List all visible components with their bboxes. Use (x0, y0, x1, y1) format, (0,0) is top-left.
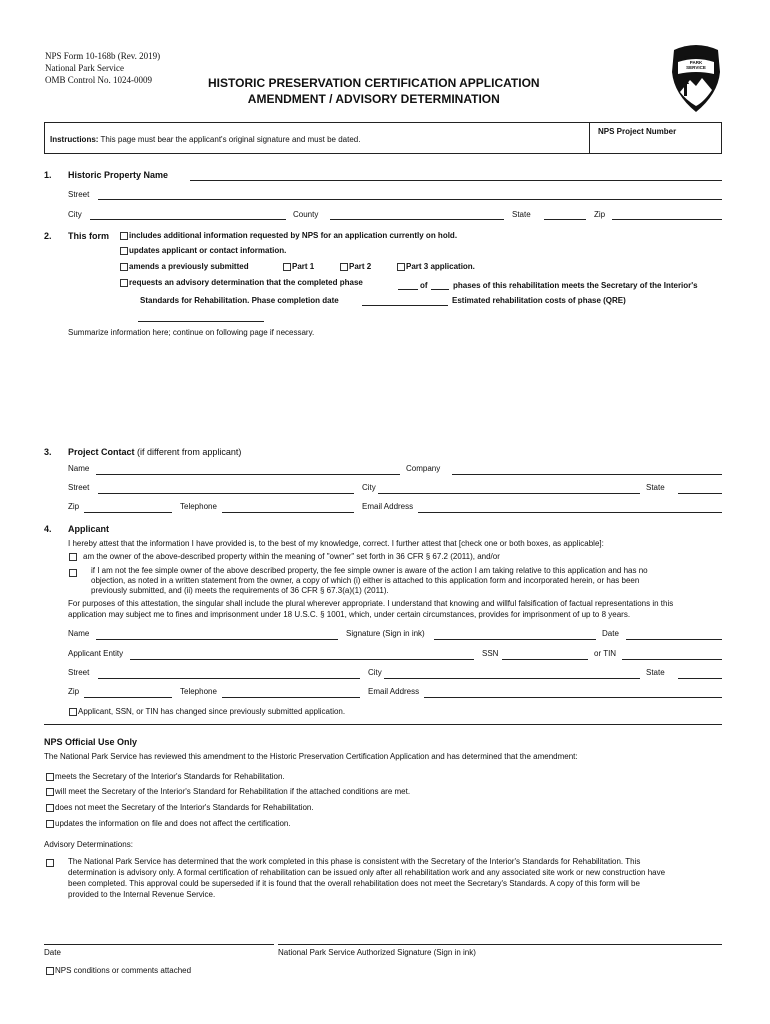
contact-company-field[interactable] (452, 474, 722, 475)
property-county-label: County (293, 210, 319, 219)
property-county-field[interactable] (330, 219, 504, 220)
applicant-signature-label: Signature (Sign in ink) (346, 629, 425, 638)
applicant-zip-label: Zip (68, 687, 80, 696)
property-city-field[interactable] (90, 219, 286, 220)
historic-property-name-field[interactable] (190, 180, 722, 181)
ssn-label: SSN (482, 649, 499, 658)
section-1-number: 1. (44, 170, 52, 180)
historic-property-name-label: Historic Property Name (68, 170, 169, 180)
contact-zip-field[interactable] (84, 512, 172, 513)
of-label: of (420, 281, 428, 290)
option-advisory-determination: requests an advisory determination that the completed phase (129, 278, 363, 287)
attestation-text: I hereby attest that the information I have provided is, to the best of my knowledge, correct. I further attest that [check one or both boxes, as applicable]: (68, 539, 604, 548)
nps-conditions-label: NPS conditions or comments attached (55, 966, 192, 975)
applicant-telephone-label: Telephone (180, 687, 217, 696)
agency-name: National Park Service (45, 63, 124, 73)
property-state-field[interactable] (544, 219, 586, 220)
applicant-name-label: Name (68, 629, 90, 638)
applicant-street-label: Street (68, 668, 90, 677)
checkbox-does-not-meet[interactable] (46, 804, 54, 812)
checkbox-updates-contact[interactable] (120, 247, 128, 255)
applicant-changed-label: Applicant, SSN, or TIN has changed since previously submitted application. (78, 707, 346, 716)
applicant-city-field[interactable] (384, 678, 640, 679)
checkbox-nps-conditions[interactable] (46, 967, 54, 975)
contact-telephone-field[interactable] (222, 512, 354, 513)
section-4-number: 4. (44, 524, 52, 534)
applicant-signature-field[interactable] (434, 639, 596, 640)
instructions-text: This page must bear the applicant's original signature and must be dated. (100, 135, 361, 144)
property-zip-label: Zip (594, 210, 606, 219)
checkbox-advisory-determination[interactable] (120, 279, 128, 287)
applicant-name-field[interactable] (96, 639, 338, 640)
applicant-street-field[interactable] (98, 678, 360, 679)
option-will-meet-standards: will meet the Secretary of the Interior's Standard for Rehabilitation if the attached conditions are met. (55, 787, 411, 796)
ssn-field[interactable] (502, 659, 588, 660)
applicant-state-field[interactable] (678, 678, 722, 679)
this-form-label: This form (68, 231, 110, 241)
contact-city-field[interactable] (378, 493, 640, 494)
qre-label: Estimated rehabilitation costs of phase (QRE) (452, 296, 626, 305)
contact-email-field[interactable] (418, 512, 722, 513)
form-header (45, 50, 160, 86)
property-street-label: Street (68, 190, 90, 199)
option-additional-info: includes additional information requested by NPS for an application currently on hold. (129, 231, 458, 240)
option-amends: amends a previously submitted (129, 262, 249, 271)
contact-state-field[interactable] (678, 493, 722, 494)
form-number: NPS Form 10-168b (Rev. 2019) (45, 51, 161, 61)
applicant-city-label: City (368, 668, 382, 677)
applicant-date-label: Date (602, 629, 619, 638)
qre-field[interactable] (138, 321, 264, 322)
section-2-number: 2. (44, 231, 52, 241)
applicant-email-label: Email Address (368, 687, 420, 696)
instructions-label: Instructions: (50, 135, 99, 144)
checkbox-updates-info[interactable] (46, 820, 54, 828)
applicant-state-label: State (646, 668, 665, 677)
part-2-label: Part 2 (349, 262, 372, 271)
divider (44, 724, 722, 725)
checkbox-applicant-changed[interactable] (69, 708, 77, 716)
checkbox-will-meet-standards[interactable] (46, 788, 54, 796)
project-contact-heading: Project Contact (if different from applicant) (68, 447, 242, 457)
contact-email-label: Email Address (362, 502, 414, 511)
logo-text: NATIONAL PARK SERVICE (684, 55, 708, 70)
nps-date-field[interactable] (44, 944, 274, 945)
contact-street-field[interactable] (98, 493, 354, 494)
tin-field[interactable] (622, 659, 722, 660)
property-street-field[interactable] (98, 199, 722, 200)
part-1-label: Part 1 (292, 262, 315, 271)
contact-zip-label: Zip (68, 502, 80, 511)
nps-arrowhead-logo (668, 42, 724, 114)
tin-label: or TIN (594, 649, 617, 658)
not-owner-statement: if I am not the fee simple owner of the above described property, the fee simple owner is aware of the action I am taking relative to this application and has no objection, as noted in a written statement from the owner, a copy of which (i) either is attached to this application form and incorporated herein, or has been previously submitted, and (ii) meets the requirements of 36 CFR § 67.3(a)(1) (2011). (91, 566, 648, 595)
applicant-heading: Applicant (68, 524, 110, 534)
applicant-date-field[interactable] (626, 639, 722, 640)
advisory-determinations-label: Advisory Determinations: (44, 840, 133, 849)
instructions-box (44, 122, 722, 154)
property-city-label: City (68, 210, 82, 219)
checkbox-owner[interactable] (69, 553, 77, 561)
option-meets-standards: meets the Secretary of the Interior's Standards for Rehabilitation. (55, 772, 285, 781)
applicant-entity-field[interactable] (130, 659, 474, 660)
total-phases-field[interactable] (431, 289, 449, 290)
checkbox-meets-standards[interactable] (46, 773, 54, 781)
phases-text: phases of this rehabilitation meets the Secretary of the Interior's (453, 281, 698, 290)
nps-project-number-label: NPS Project Number (598, 127, 677, 136)
contact-state-label: State (646, 483, 665, 492)
checkbox-not-owner[interactable] (69, 569, 77, 577)
nps-project-number-field[interactable] (589, 123, 723, 153)
standards-label: Standards for Rehabilitation. Phase completion date (140, 296, 339, 305)
contact-city-label: City (362, 483, 376, 492)
contact-street-label: Street (68, 483, 90, 492)
advisory-statement: The National Park Service has determined that the work completed in this phase is consistent with the Secretary of the Interior's Standards for Rehabilitation. This determination is advisory only. A formal certification of rehabilitation can be issued only after all rehabilitation work and any associated site work or new construction have been completed. This approval could be superseded if it is found that the overall rehabilitation does not meet the Secretary's Standards. A copy of this form will be provided to the Internal Revenue Service. (68, 857, 666, 899)
checkbox-part-1[interactable] (283, 263, 291, 271)
property-zip-field[interactable] (612, 219, 722, 220)
nps-signature-label: National Park Service Authorized Signature (Sign in ink) (278, 948, 476, 957)
applicant-email-field[interactable] (424, 697, 722, 698)
nps-official-use-heading: NPS Official Use Only (44, 737, 138, 747)
checkbox-part-3[interactable] (397, 263, 405, 271)
phase-completion-date-field[interactable] (362, 305, 448, 306)
applicant-entity-label: Applicant Entity (68, 649, 124, 658)
summarize-label: Summarize information here; continue on following page if necessary. (68, 328, 315, 337)
property-state-label: State (512, 210, 531, 219)
checkbox-additional-info[interactable] (120, 232, 128, 240)
option-updates-info: updates the information on file and does not affect the certification. (55, 819, 291, 828)
owner-statement: am the owner of the above-described property within the meaning of "owner" set forth in 36 CFR § 67.2 (2011), and/or (83, 552, 500, 561)
official-intro: The National Park Service has reviewed this amendment to the Historic Preservation Certification Application and has determined that the amendment: (44, 752, 578, 761)
section-3-number: 3. (44, 447, 52, 457)
contact-telephone-label: Telephone (180, 502, 217, 511)
applicant-zip-field[interactable] (84, 697, 172, 698)
summary-text-area[interactable] (68, 342, 722, 442)
contact-name-field[interactable] (96, 474, 400, 475)
purposes-statement: For purposes of this attestation, the singular shall include the plural wherever appropriate. I understand that knowing and willful falsification of factual representations in this application may subject me to fines and imprisonment under 18 U.S.C. § 1001, which, under certain circumstances, provides for imprisonment of up to 8 years. (68, 599, 674, 619)
checkbox-part-2[interactable] (340, 263, 348, 271)
checkbox-advisory-consistent[interactable] (46, 859, 54, 867)
part-3-label: Part 3 application. (406, 262, 475, 271)
nps-date-label: Date (44, 948, 61, 957)
nps-signature-field[interactable] (278, 944, 722, 945)
checkbox-amends[interactable] (120, 263, 128, 271)
phase-number-field[interactable] (398, 289, 418, 290)
form-title: HISTORIC PRESERVATION CERTIFICATION APPLICATION AMENDMENT / ADVISORY DETERMINATION (208, 76, 540, 106)
contact-company-label: Company (406, 464, 441, 473)
contact-name-label: Name (68, 464, 90, 473)
applicant-telephone-field[interactable] (222, 697, 360, 698)
option-does-not-meet: does not meet the Secretary of the Interior's Standards for Rehabilitation. (55, 803, 314, 812)
omb-control-number: OMB Control No. 1024-0009 (45, 75, 153, 85)
option-updates-contact: updates applicant or contact information. (129, 246, 287, 255)
